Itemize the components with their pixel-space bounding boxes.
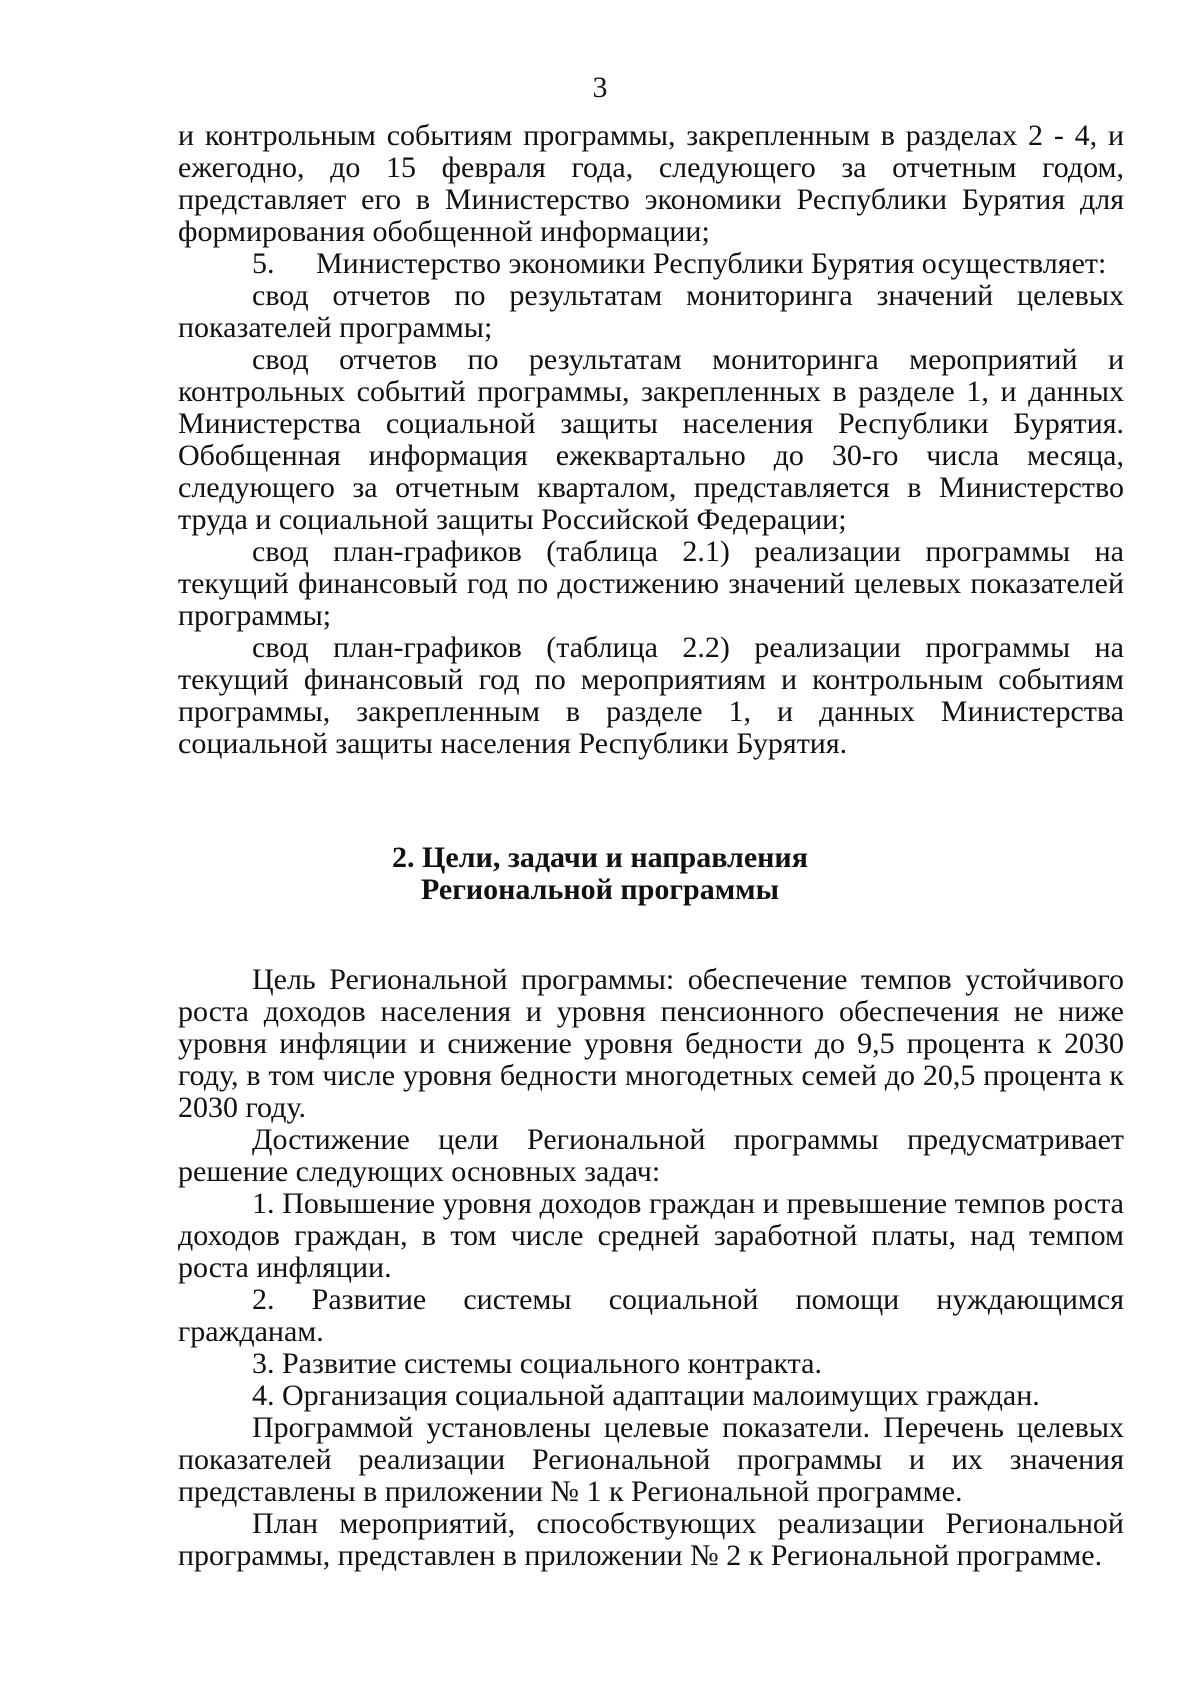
paragraph-goal-achievement: Достижение цели Региональной программы предусматривает решение следующих основных задач:: [178, 1123, 1124, 1188]
item-text: Министерство экономики Республики Бурятия осуществляет:: [316, 247, 1107, 280]
item-number: 5.: [252, 247, 275, 280]
task-item-2: 2. Развитие системы социальной помощи нуждающимся гражданам.: [178, 1283, 1124, 1348]
task-item-1: 1. Повышение уровня доходов граждан и превышение темпов роста доходов граждан, в том числе средней заработной платы, над темпом роста инфляции.: [178, 1187, 1124, 1284]
paragraph-events-summary: свод отчетов по результатам мониторинга мероприятий и контрольных событий программы, закрепленных в разделе 1, и данных Министерства социальной защиты населения Республики Бурятия. Обобщенная информация ежеквартально до 30-го числа месяца, следующего за отчетным кварталом, представляется в Министерство труда и социальной защиты Российской Федерации;: [178, 343, 1124, 536]
paragraph-ministry-economy: [178, 248, 1124, 280]
section-1-body: [178, 120, 1124, 760]
task-item-4: 4. Организация социальной адаптации малоимущих граждан.: [252, 1379, 1040, 1412]
paragraph-indicators-summary: свод отчетов по результатам мониторинга значений целевых показателей программы;: [178, 279, 1124, 344]
page-number: 3: [592, 71, 608, 104]
section-2-body: [178, 964, 1124, 1572]
section-2-heading-line-1: 2. Цели, задачи и направления: [392, 841, 808, 874]
paragraph-reporting-continuation: и контрольным событиям программы, закрепленным в разделах 2 - 4, и ежегодно, до 15 февраля года, следующего за отчетным годом, представляет его в Министерство экономики Республики Бурятия для формирования обобщенной информации;: [178, 119, 1124, 248]
task-item-3: 3. Развитие системы социального контракта.: [252, 1347, 822, 1380]
paragraph-program-goal: Цель Региональной программы: обеспечение темпов устойчивого роста доходов населения и уровня пенсионного обеспечения не ниже уровня инфляции и снижение уровня бедности до 9,5 процента к 2030 году, в том числе уровня бедности многодетных семей до 20,5 процента к 2030 году.: [178, 963, 1124, 1124]
section-2-heading-line-2: Региональной программы: [420, 873, 780, 906]
paragraph-schedule-2-2: свод план-графиков (таблица 2.2) реализации программы на текущий финансовый год по мероприятиям и контрольным событиям программы, закрепленным в разделе 1, и данных Министерства социальной защиты населения Республики Бурятия.: [178, 631, 1124, 760]
paragraph-target-indicators: Программой установлены целевые показатели. Перечень целевых показателей реализации Региональной программы и их значения представлены в приложении № 1 к Региональной программе.: [178, 1411, 1124, 1508]
paragraph-action-plan: План мероприятий, способствующих реализации Региональной программы, представлен в приложении № 2 к Региональной программе.: [178, 1507, 1124, 1572]
paragraph-schedule-2-1: свод план-графиков (таблица 2.1) реализации программы на текущий финансовый год по достижению значений целевых показателей программы;: [178, 535, 1124, 632]
